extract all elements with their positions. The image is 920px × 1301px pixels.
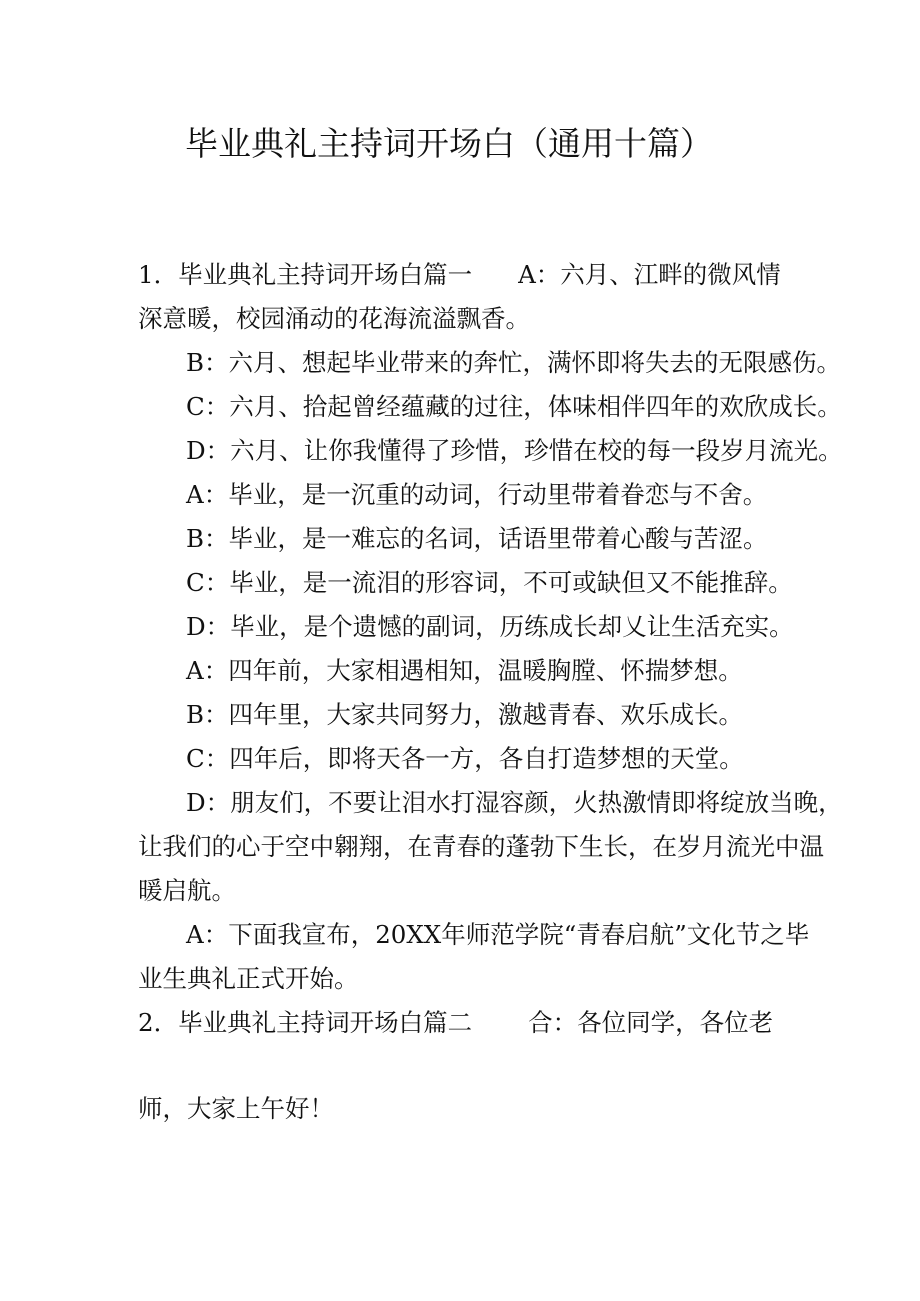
paragraph: D：六月、让你我懂得了珍惜，珍惜在校的每一段岁月流光。: [186, 436, 843, 465]
section-1-first-line: [138, 260, 798, 290]
paragraph: C：四年后，即将天各一方，各自打造梦想的天堂。: [186, 744, 744, 773]
paragraph: B：毕业，是一难忘的名词，话语里带着心酸与苦涩。: [186, 524, 768, 553]
paragraph: A：毕业，是一沉重的动词，行动里带着眷恋与不舍。: [186, 480, 768, 509]
paragraph: A：四年前，大家相遇相知，温暖胸膛、怀揣梦想。: [186, 656, 743, 685]
paragraph-a-line-2: 业生典礼正式开始。: [138, 964, 359, 993]
paragraph: B：六月、想起毕业带来的奔忙，满怀即将失去的无限感伤。: [186, 348, 842, 377]
section-2-heading: 2．毕业典礼主持词开场白篇二: [138, 1008, 473, 1037]
section-2-first-line-cont: 师，大家上午好！: [138, 1094, 334, 1123]
paragraph: C：六月、拾起曾经蕴藏的过往，体味相伴四年的欢欣成长。: [186, 392, 842, 421]
paragraph: B：四年里，大家共同努力，激越青春、欢乐成长。: [186, 700, 744, 729]
paragraph-d-line-1: D：朋友们，不要让泪水打湿容颜，火热激情即将绽放当晚，: [186, 788, 843, 817]
section-1-first-line-cont: 深意暖，校园涌动的花海流溢飘香。: [138, 304, 530, 333]
paragraph: D：毕业，是个遗憾的副词，历练成长却乂让生活充实。: [186, 612, 794, 641]
paragraph: C：毕业，是一流泪的形容词，不可或缺但又不能推辞。: [186, 568, 793, 597]
section-1-heading: 1．毕业典礼主持词开场白篇一: [138, 260, 473, 289]
document-title: 毕业典礼主持词开场白（通用十篇）: [185, 124, 713, 163]
section-1-first-line-tail: A：六月、江畔的微风情: [518, 260, 781, 289]
paragraph-d-line-3: 暖启航。: [138, 876, 236, 905]
paragraph-d-line-2: 让我们的心于空中翱翔，在青春的蓬勃下生长，在岁月流光中温: [138, 832, 824, 861]
section-2-first-line: [138, 1008, 798, 1038]
section-2-first-line-tail: 合：各位同学，各位老: [528, 1008, 774, 1037]
paragraph-a-line-1: A：下面我宣布，20XX年师范学院“青春启航”文化节之毕: [186, 920, 810, 949]
